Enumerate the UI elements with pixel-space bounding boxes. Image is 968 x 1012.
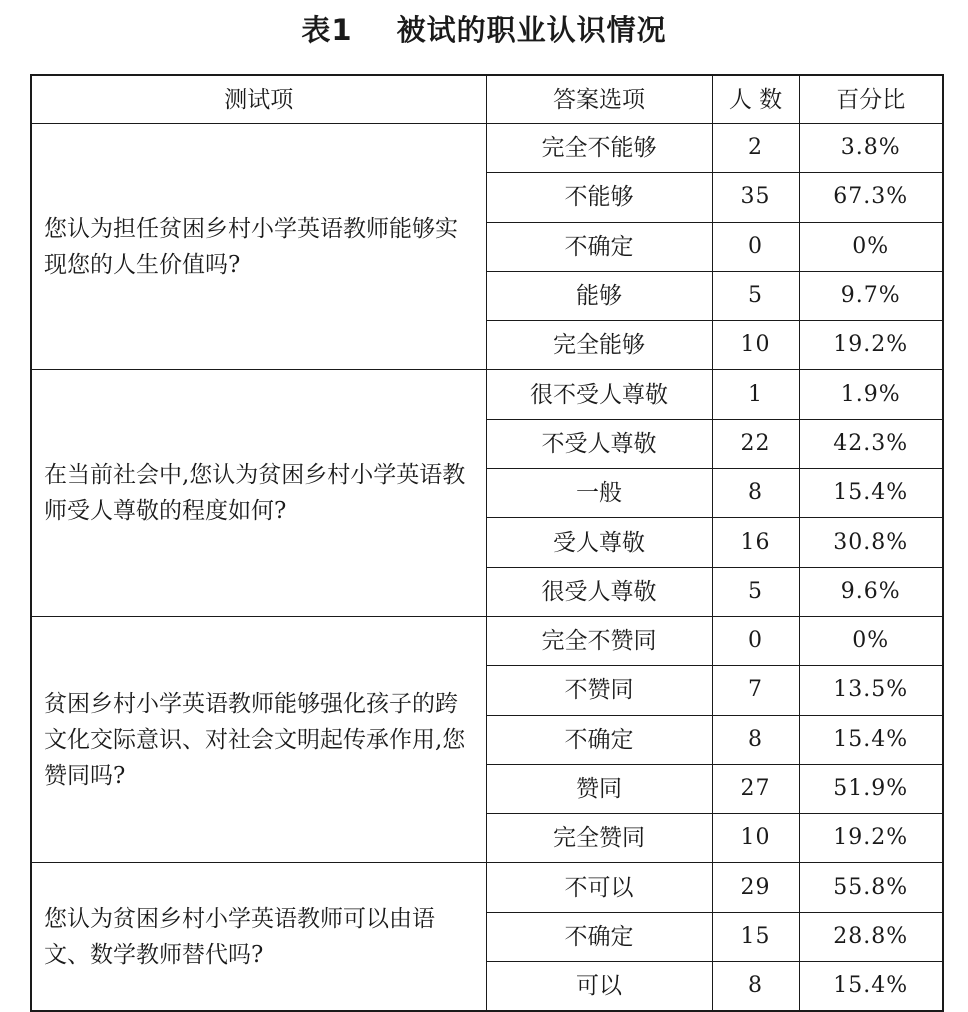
- count-cell: 10: [712, 321, 799, 370]
- question-cell: 在当前社会中,您认为贫困乡村小学英语教师受人尊敬的程度如何?: [31, 370, 486, 616]
- count-cell: 8: [712, 962, 799, 1012]
- option-cell: 赞同: [486, 764, 712, 813]
- option-cell: 完全能够: [486, 321, 712, 370]
- survey-table: [30, 74, 944, 1012]
- table-row: [31, 370, 943, 419]
- percent-cell: 42.3%: [799, 419, 943, 468]
- percent-cell: 15.4%: [799, 469, 943, 518]
- percent-cell: 28.8%: [799, 912, 943, 961]
- count-cell: 5: [712, 567, 799, 616]
- header-percent: 百分比: [799, 75, 943, 124]
- count-cell: 22: [712, 419, 799, 468]
- option-cell: 不可以: [486, 863, 712, 912]
- count-cell: 8: [712, 715, 799, 764]
- percent-cell: 3.8%: [799, 124, 943, 173]
- option-cell: 能够: [486, 271, 712, 320]
- percent-cell: 1.9%: [799, 370, 943, 419]
- table-caption: 被试的职业认识情况: [396, 13, 667, 47]
- percent-cell: 19.2%: [799, 321, 943, 370]
- percent-cell: 0%: [799, 222, 943, 271]
- header-option: 答案选项: [486, 75, 712, 124]
- option-cell: 完全不赞同: [486, 616, 712, 665]
- count-cell: 8: [712, 469, 799, 518]
- count-cell: 35: [712, 173, 799, 222]
- question-cell: 您认为贫困乡村小学英语教师可以由语文、数学教师替代吗?: [31, 863, 486, 1011]
- option-cell: 很不受人尊敬: [486, 370, 712, 419]
- percent-cell: 9.7%: [799, 271, 943, 320]
- percent-cell: 0%: [799, 616, 943, 665]
- percent-cell: 51.9%: [799, 764, 943, 813]
- option-cell: 不确定: [486, 222, 712, 271]
- percent-cell: 15.4%: [799, 715, 943, 764]
- table-title: [0, 8, 968, 52]
- count-cell: 5: [712, 271, 799, 320]
- option-cell: 不确定: [486, 912, 712, 961]
- option-cell: 完全赞同: [486, 814, 712, 863]
- percent-cell: 30.8%: [799, 518, 943, 567]
- option-cell: 一般: [486, 469, 712, 518]
- option-cell: 不能够: [486, 173, 712, 222]
- question-cell: 您认为担任贫困乡村小学英语教师能够实现您的人生价值吗?: [31, 124, 486, 370]
- option-cell: 可以: [486, 962, 712, 1012]
- table-number: 表1: [301, 13, 353, 47]
- percent-cell: 15.4%: [799, 962, 943, 1012]
- header-question: 测试项: [31, 75, 486, 124]
- option-cell: 受人尊敬: [486, 518, 712, 567]
- count-cell: 27: [712, 764, 799, 813]
- option-cell: 不确定: [486, 715, 712, 764]
- option-cell: 不受人尊敬: [486, 419, 712, 468]
- table-row: [31, 616, 943, 665]
- count-cell: 0: [712, 616, 799, 665]
- option-cell: 很受人尊敬: [486, 567, 712, 616]
- count-cell: 15: [712, 912, 799, 961]
- option-cell: 完全不能够: [486, 124, 712, 173]
- percent-cell: 67.3%: [799, 173, 943, 222]
- count-cell: 7: [712, 666, 799, 715]
- count-cell: 2: [712, 124, 799, 173]
- question-cell: 贫困乡村小学英语教师能够强化孩子的跨文化交际意识、对社会文明起传承作用,您赞同吗?: [31, 616, 486, 862]
- percent-cell: 55.8%: [799, 863, 943, 912]
- table-row: [31, 863, 943, 912]
- count-cell: 10: [712, 814, 799, 863]
- table-row: [31, 124, 943, 173]
- percent-cell: 9.6%: [799, 567, 943, 616]
- option-cell: 不赞同: [486, 666, 712, 715]
- header-row: [31, 75, 943, 124]
- percent-cell: 19.2%: [799, 814, 943, 863]
- count-cell: 29: [712, 863, 799, 912]
- count-cell: 0: [712, 222, 799, 271]
- count-cell: 16: [712, 518, 799, 567]
- percent-cell: 13.5%: [799, 666, 943, 715]
- count-cell: 1: [712, 370, 799, 419]
- header-count: 人 数: [712, 75, 799, 124]
